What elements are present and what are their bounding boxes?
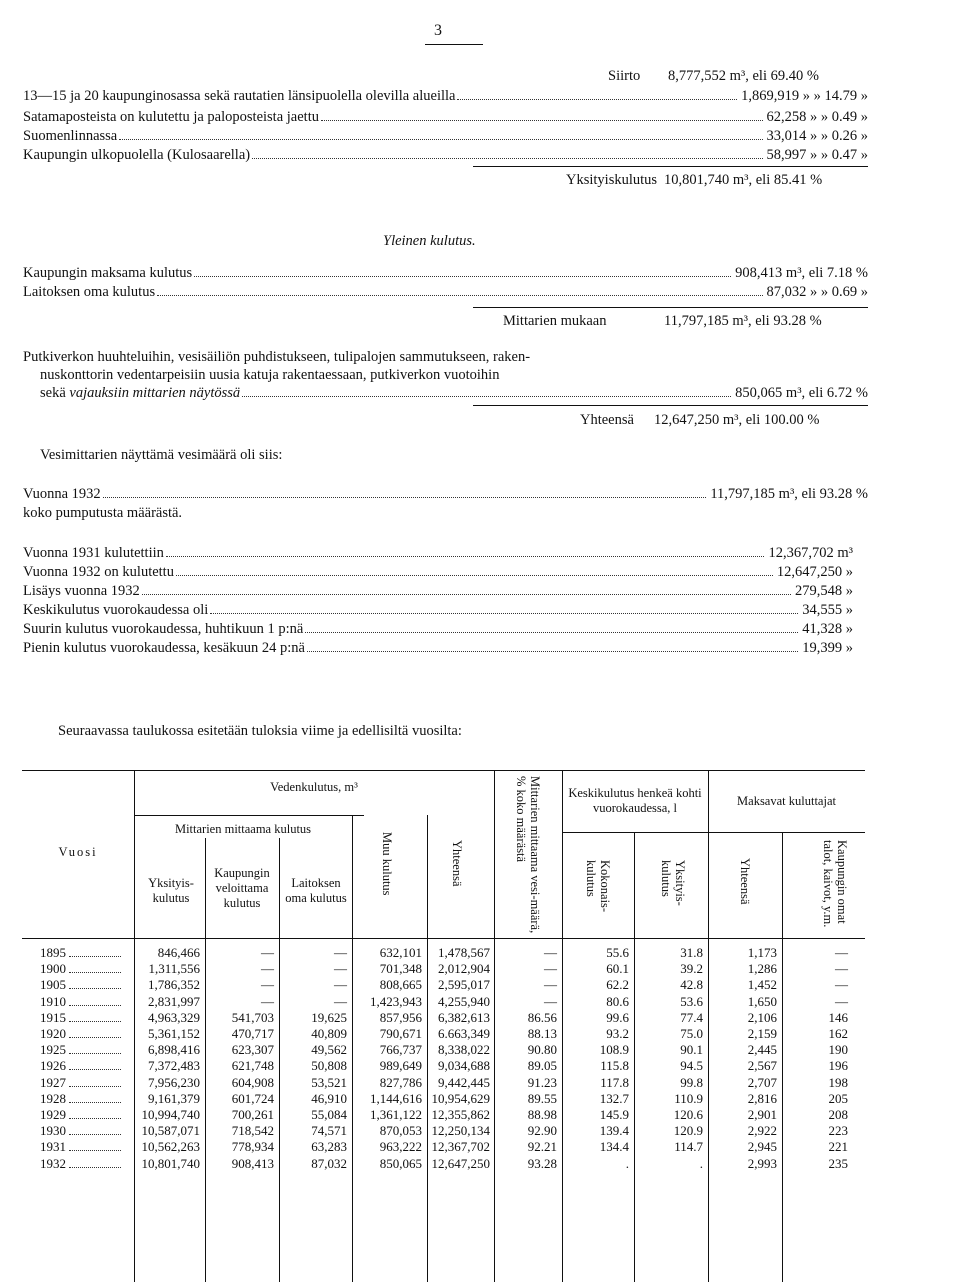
leader-dots: [69, 1102, 121, 1103]
table-cell: 541,703: [231, 1009, 274, 1025]
table-cell: 4,963,329: [148, 1009, 200, 1025]
table-cell: 1,650: [747, 993, 777, 1009]
vuonna-1932-sub: koko pumputusta määrästä.: [23, 505, 183, 521]
table-cell: 6.663,349: [438, 1026, 490, 1041]
table-cell: 2,106: [747, 1009, 777, 1025]
table-cell: 2,707: [747, 1074, 777, 1090]
table-cell: —: [261, 945, 274, 960]
table-cell: —: [334, 993, 347, 1009]
general-row-value: 87,032 » » 0.69 »: [766, 284, 868, 300]
vesimittarien-text: Vesimittarien näyttämä vesimäärä oli siis:: [40, 447, 283, 463]
table-cell: 701,348: [379, 961, 422, 977]
leader-dots: [69, 1053, 121, 1054]
header-yhteensa2: Yhteensä: [738, 858, 752, 905]
table-cell: 53,521: [311, 1074, 347, 1090]
year-text: 1930: [40, 1123, 66, 1139]
year-text: 1905: [40, 977, 66, 993]
general-row-value: 908,413 m³, eli 7.18 %: [735, 265, 868, 281]
upper-row-value: 62,258 » » 0.49 »: [766, 109, 868, 125]
table-cell: —: [544, 945, 557, 960]
header-kaupungin: Kaupungin veloittama kulutus: [214, 866, 270, 910]
table-cell: 10,954,629: [431, 1090, 490, 1106]
table-cell: 114.7: [674, 1139, 703, 1155]
table-cell: —: [261, 961, 274, 977]
table-cell: 10,994,740: [141, 1107, 200, 1122]
upper-row-row: [23, 109, 868, 127]
table-cell: 196: [828, 1058, 848, 1074]
table-cell: 134.4: [599, 1139, 629, 1155]
lower-row-row: [23, 602, 853, 620]
lower-row-row: [23, 564, 853, 582]
table-cell: 2,945: [747, 1139, 777, 1155]
lower-row-label: Vuonna 1931 kulutettiin: [23, 545, 164, 561]
table-cell: 632,101: [379, 945, 422, 960]
table-cell: —: [835, 945, 848, 960]
lower-row-value: 12,647,250 »: [776, 564, 853, 580]
upper-row-label: Kaupungin ulkopuolella (Kulosaarella): [23, 147, 251, 163]
table-cell: 989,649: [379, 1058, 422, 1074]
general-row-label: Kaupungin maksama kulutus: [23, 265, 193, 281]
lower-row-value: 279,548 »: [795, 583, 853, 599]
mittarien-mukaan-label: Mittarien mukaan: [503, 313, 607, 329]
table-cell: 9,442,445: [438, 1074, 490, 1090]
table-cell: 9,034,688: [438, 1058, 490, 1074]
table-intro: Seuraavassa taulukossa esitetään tuloksia viime ja edellisiltä vuosilta:: [58, 723, 462, 739]
table-cell: 1,423,943: [370, 993, 422, 1009]
table-cell: 205: [828, 1090, 848, 1106]
general-row-row: [23, 284, 868, 302]
upper-row-label: Satamaposteista on kulutettu ja paloposteista jaettu: [23, 109, 319, 125]
table-cell: 92.90: [527, 1123, 557, 1139]
table-cell: 2,901: [747, 1107, 777, 1122]
paragraph-value: 850,065 m³, eli 6.72 %: [735, 385, 868, 401]
table-cell: 4,255,940: [438, 993, 490, 1009]
year-text: 1931: [40, 1139, 66, 1155]
table-cell: 1,478,567: [438, 945, 490, 960]
table-cell: —: [544, 993, 557, 1009]
table-cell: —: [334, 977, 347, 993]
table-year-cell: [40, 1123, 130, 1138]
leader-dots: [69, 1118, 121, 1119]
header-divider: [708, 832, 865, 833]
table-cell: 1,286: [747, 961, 777, 977]
table-cell: 850,065: [379, 1155, 422, 1171]
leader-dots: [457, 99, 737, 100]
table-cell: 86.56: [527, 1009, 557, 1025]
table-cell: 2,567: [747, 1058, 777, 1074]
table-cell: —: [835, 993, 848, 1009]
table-cell: 5,361,152: [148, 1026, 200, 1041]
table-year-cell: [40, 945, 130, 960]
leader-dots: [69, 1167, 121, 1168]
leader-dots: [142, 594, 791, 595]
header-divider: [562, 832, 708, 833]
leader-dots: [69, 1005, 121, 1006]
table-cell: —: [261, 977, 274, 993]
yksityiskulutus-value: 10,801,740 m³, eli 85.41 %: [664, 172, 823, 188]
table-cell: 145.9: [599, 1107, 629, 1122]
table-year-cell: [40, 977, 130, 992]
table-cell: 93.28: [527, 1155, 557, 1171]
vuonna-1932-value: 11,797,185 m³, eli 93.28 %: [710, 486, 868, 502]
lower-row-row: [23, 621, 853, 639]
table-cell: 110.9: [674, 1090, 703, 1106]
header-maksavat: Maksavat kuluttajat: [737, 794, 836, 808]
upper-row-value: 1,869,919 » » 14.79 »: [741, 88, 868, 104]
header-vedenkulutus: Vedenkulutus, m³: [270, 780, 358, 794]
table-cell: 12,250,134: [431, 1123, 490, 1139]
table-cell: 146: [828, 1009, 848, 1025]
upper-row-value: 33,014 » » 0.26 »: [766, 128, 868, 144]
table-cell: —: [544, 977, 557, 993]
vuonna-1932-label: Vuonna 1932: [23, 486, 101, 502]
table-year-cell: [40, 1091, 130, 1106]
leader-dots: [242, 396, 731, 397]
header-laitoksen: Laitoksen oma kulutus: [285, 876, 347, 905]
paragraph-line1: Putkiverkon huuhteluihin, vesisäiliön puhdistukseen, tulipalojen sammutukseen, raken-: [23, 349, 531, 365]
table-cell: 601,724: [231, 1090, 274, 1106]
table-cell: 808,665: [379, 977, 422, 993]
table-cell: 49,562: [311, 1042, 347, 1058]
lower-row-label: Suurin kulutus vuorokaudessa, huhtikuun 1 p:nä: [23, 621, 304, 637]
table-cell: 62.2: [606, 977, 629, 993]
table-cell: 1,452: [747, 977, 777, 993]
table-cell: —: [544, 961, 557, 977]
table-cell: 120.6: [673, 1107, 703, 1122]
year-text: 1932: [40, 1155, 66, 1171]
leader-dots: [103, 497, 707, 498]
leader-dots: [69, 988, 121, 989]
year-text: 1910: [40, 993, 66, 1009]
yhteensa-value: 12,647,250 m³, eli 100.00 %: [654, 412, 820, 428]
paragraph-line2: nuskonttorin vedentarpeisiin uusia katuja rakentaessaan, putkiverkon vuotoihin: [40, 367, 500, 383]
leader-dots: [69, 1021, 121, 1022]
table-cell: 115.8: [600, 1058, 629, 1074]
leader-dots: [69, 1150, 121, 1151]
lower-row-row: [23, 640, 853, 658]
leader-dots: [166, 556, 765, 557]
header-mittarien-mittaama: Mittarien mittaama kulutus: [174, 822, 312, 836]
leader-dots: [194, 276, 731, 277]
leader-dots: [176, 575, 773, 576]
table-cell: 9,161,379: [148, 1090, 200, 1106]
table-cell: 790,671: [379, 1026, 422, 1041]
mittarien-rule: [473, 307, 868, 308]
header-muu: Muu kulutus: [380, 832, 394, 896]
table-cell: —: [334, 961, 347, 977]
table-cell: 2,159: [747, 1026, 777, 1041]
yksityiskulutus-label: Yksityiskulutus: [566, 172, 658, 188]
table-cell: —: [334, 945, 347, 960]
table-cell: 1,361,122: [370, 1107, 422, 1122]
table-cell: 198: [828, 1074, 848, 1090]
table-cell: 99.8: [680, 1074, 703, 1090]
leader-dots: [69, 972, 121, 973]
table-year-cell: [40, 1058, 130, 1073]
table-cell: 778,934: [231, 1139, 274, 1155]
leader-dots: [69, 956, 121, 957]
vuonna-1932-row: [23, 486, 868, 504]
table-cell: 2,595,017: [438, 977, 490, 993]
table-cell: 870,053: [379, 1123, 422, 1139]
table-cell: 63,283: [311, 1139, 347, 1155]
table-cell: 55.6: [606, 945, 629, 960]
table-cell: 235: [828, 1155, 848, 1171]
table-cell: 604,908: [231, 1074, 274, 1090]
leader-dots: [252, 158, 762, 159]
table-cell: 10,587,071: [141, 1123, 200, 1139]
lower-row-label: Pienin kulutus vuorokaudessa, kesäkuun 24 p:nä: [23, 640, 305, 656]
lower-row-label: Keskikulutus vuorokaudessa oli: [23, 602, 209, 618]
table-cell: .: [625, 1155, 629, 1171]
table-year-cell: [40, 1075, 130, 1090]
table-cell: 2,922: [747, 1123, 777, 1139]
table-cell: 12,367,702: [431, 1139, 490, 1155]
lower-row-value: 41,328 »: [802, 621, 853, 637]
year-text: 1925: [40, 1042, 66, 1058]
table-cell: 10,801,740: [141, 1155, 200, 1171]
leader-dots: [69, 1086, 121, 1087]
table-year-cell: [40, 1107, 130, 1122]
table-cell: 31.8: [680, 945, 703, 960]
leader-dots: [69, 1069, 121, 1070]
lower-row-label: Lisäys vuonna 1932: [23, 583, 140, 599]
section-title: Yleinen kulutus.: [383, 233, 476, 249]
year-text: 1920: [40, 1026, 66, 1041]
table-cell: 2,831,997: [148, 993, 200, 1009]
table-cell: 1,144,616: [370, 1090, 422, 1106]
header-mittarien-pct: Mittarien mittaama vesi-määrä, % koko määrästä: [514, 776, 542, 934]
table-cell: 8,338,022: [438, 1042, 490, 1058]
table-cell: 963,222: [379, 1139, 422, 1155]
table-cell: 60.1: [606, 961, 629, 977]
table-cell: —: [835, 961, 848, 977]
table-cell: 221: [828, 1139, 848, 1155]
table-cell: 117.8: [600, 1074, 629, 1090]
table-cell: 91.23: [527, 1074, 557, 1090]
upper-row-value: 58,997 » » 0.47 »: [766, 147, 868, 163]
leader-dots: [69, 1134, 121, 1135]
table-year-cell: [40, 1042, 130, 1057]
table-cell: 94.5: [680, 1058, 703, 1074]
upper-row-row: [23, 88, 868, 106]
table-cell: 87,032: [311, 1155, 347, 1171]
year-text: 1928: [40, 1090, 66, 1106]
paragraph-line3: [40, 385, 868, 403]
lower-row-value: 12,367,702 m³: [768, 545, 853, 561]
table-cell: 108.9: [599, 1042, 629, 1058]
lower-row-value: 19,399 »: [802, 640, 853, 656]
table-cell: 90.80: [527, 1042, 557, 1058]
table-cell: 1,786,352: [148, 977, 200, 993]
leader-dots: [157, 295, 762, 296]
header-kaupungin-omat: Kaupungin omat talot, kaivot, y.m.: [821, 840, 849, 928]
siirto-label: Siirto: [608, 68, 641, 84]
leader-dots: [321, 120, 763, 121]
upper-row-row: [23, 147, 868, 165]
table-cell: 846,466: [157, 945, 200, 960]
table-cell: 908,413: [231, 1155, 274, 1171]
header-divider: [134, 815, 364, 816]
general-row-label: Laitoksen oma kulutus: [23, 284, 156, 300]
table-cell: 7,372,483: [148, 1058, 200, 1074]
year-text: 1900: [40, 961, 66, 977]
table-cell: 6,898,416: [148, 1042, 200, 1058]
table-year-cell: [40, 961, 130, 976]
table-cell: .: [699, 1155, 703, 1171]
table-cell: 6,382,613: [438, 1009, 490, 1025]
table-cell: 623,307: [231, 1042, 274, 1058]
table-cell: 92.21: [527, 1139, 557, 1155]
table-cell: —: [835, 977, 848, 993]
page-number: 3: [434, 22, 442, 39]
table-cell: 89.55: [527, 1090, 557, 1106]
table-cell: 75.0: [680, 1026, 703, 1041]
upper-row-label: Suomenlinnassa: [23, 128, 118, 144]
table-cell: 1,173: [747, 945, 777, 960]
table-cell: 1,311,556: [148, 961, 200, 977]
table-cell: 39.2: [680, 961, 703, 977]
table-cell: 55,084: [311, 1107, 347, 1122]
page-number-rule: [425, 44, 483, 45]
table-year-cell: [40, 1010, 130, 1025]
table-cell: 2,012,904: [438, 961, 490, 977]
table-year-cell: [40, 994, 130, 1009]
table-cell: 470,717: [231, 1026, 274, 1041]
table-cell: —: [261, 993, 274, 1009]
table-cell: 718,542: [231, 1123, 274, 1139]
table-cell: 223: [828, 1123, 848, 1139]
year-text: 1926: [40, 1058, 66, 1074]
table-cell: 12,647,250: [431, 1155, 490, 1171]
table-cell: 46,910: [311, 1090, 347, 1106]
table-cell: 88.13: [527, 1026, 557, 1041]
table-cell: 132.7: [599, 1090, 629, 1106]
table-cell: 7,956,230: [148, 1074, 200, 1090]
table-cell: 19,625: [311, 1009, 347, 1025]
table-top-border: [22, 770, 865, 771]
header-kokonais: Kokonais-kulutus: [584, 860, 612, 913]
table-cell: 88.98: [527, 1107, 557, 1122]
header-vuosi: Vuosi: [58, 845, 98, 859]
year-text: 1929: [40, 1107, 66, 1122]
table-cell: 2,445: [747, 1042, 777, 1058]
table-cell: 2,816: [747, 1090, 777, 1106]
year-text: 1895: [40, 945, 66, 960]
table-cell: 139.4: [599, 1123, 629, 1139]
table-cell: 208: [828, 1107, 848, 1122]
table-cell: 80.6: [606, 993, 629, 1009]
table-cell: 93.2: [606, 1026, 629, 1041]
table-cell: 50,808: [311, 1058, 347, 1074]
table-cell: 857,956: [379, 1009, 422, 1025]
yhteensa-label: Yhteensä: [580, 412, 634, 428]
header-yhteensa: Yhteensä: [450, 840, 464, 887]
year-text: 1927: [40, 1074, 66, 1090]
table-cell: 827,786: [379, 1074, 422, 1090]
table-cell: 99.6: [606, 1009, 629, 1025]
table-cell: 2,993: [747, 1155, 777, 1171]
lower-row-row: [23, 545, 853, 563]
table-cell: 120.9: [673, 1123, 703, 1139]
header-keskikulutus: Keskikulutus henkeä kohti vuorokaudessa, l: [568, 786, 702, 815]
siirto-value: 8,777,552 m³, eli 69.40 %: [668, 68, 819, 84]
paragraph-line3-plain: sekä: [40, 385, 70, 401]
upper-row-label: 13—15 ja 20 kaupunginosassa sekä rautatien länsipuolella olevilla alueilla: [23, 88, 456, 104]
table-cell: 77.4: [680, 1009, 703, 1025]
lower-row-value: 34,555 »: [802, 602, 853, 618]
table-cell: 162: [828, 1026, 848, 1041]
header-yksityis: Yksityis-kulutus: [148, 876, 194, 905]
table-header-border: [22, 938, 865, 939]
leader-dots: [69, 1037, 121, 1038]
lower-row-label: Vuonna 1932 on kulutettu: [23, 564, 174, 580]
table-cell: 42.8: [680, 977, 703, 993]
lower-row-row: [23, 583, 853, 601]
table-year-cell: [40, 1026, 130, 1041]
table-year-cell: [40, 1156, 130, 1171]
table-year-cell: [40, 1139, 130, 1154]
leader-dots: [210, 613, 798, 614]
table-cell: 700,261: [231, 1107, 274, 1122]
header-yksityis2: Yksityis-kulutus: [659, 860, 687, 906]
leader-dots: [305, 632, 798, 633]
yksityis-rule: [473, 166, 868, 167]
paragraph-line3-italic: vajauksiin mittarien näytössä: [69, 385, 241, 401]
yhteensa-rule: [473, 405, 868, 406]
mittarien-mukaan-value: 11,797,185 m³, eli 93.28 %: [664, 313, 822, 329]
table-cell: 766,737: [379, 1042, 422, 1058]
leader-dots: [119, 139, 762, 140]
table-cell: 12,355,862: [431, 1107, 490, 1122]
upper-row-row: [23, 128, 868, 146]
table-cell: 190: [828, 1042, 848, 1058]
table-cell: 89.05: [527, 1058, 557, 1074]
leader-dots: [307, 651, 798, 652]
table-cell: 10,562,263: [141, 1139, 200, 1155]
table-cell: 74,571: [311, 1123, 347, 1139]
table-cell: 40,809: [311, 1026, 347, 1041]
general-row-row: [23, 265, 868, 283]
table-cell: 53.6: [680, 993, 703, 1009]
table-cell: 621,748: [231, 1058, 274, 1074]
year-text: 1915: [40, 1009, 66, 1025]
table-cell: 90.1: [680, 1042, 703, 1058]
